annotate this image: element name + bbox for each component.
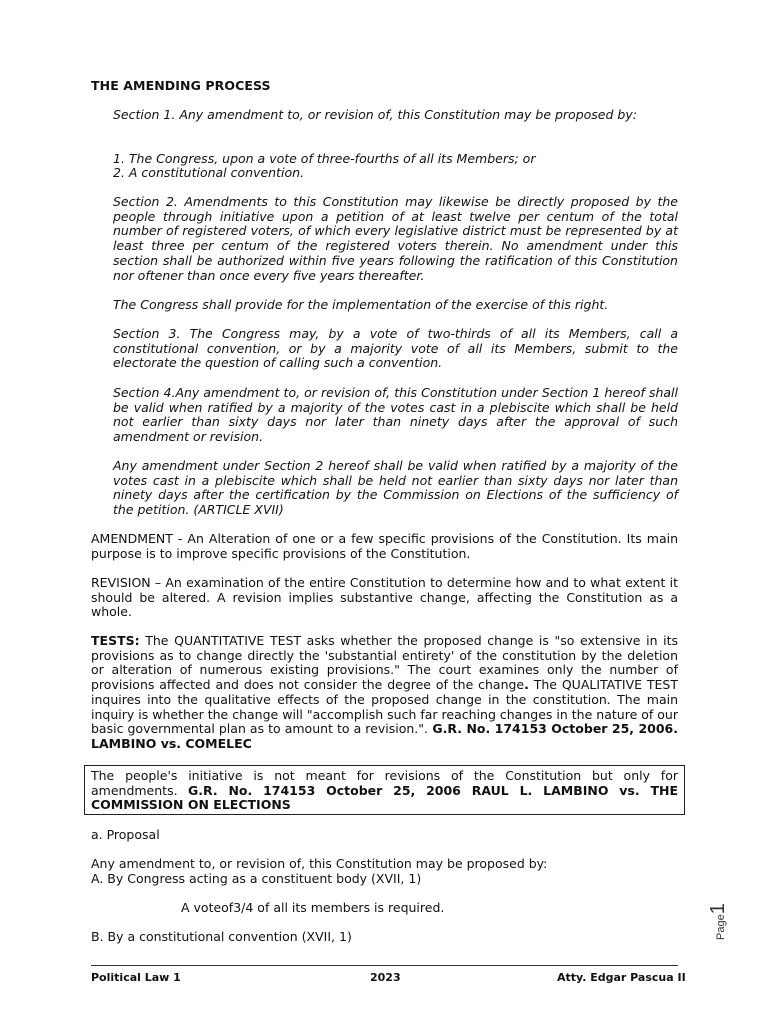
section2-text: Section 2. Amendments to this Constitution may likewise be directly proposed by the people through initiative upon a petition of at least twelve per centum of the total number of registered voters, of which every legislative district must be represented by at least three per centum of the registered voters therein. No amendment under this section shall be authorized within five years following the ratification of this Constitution nor oftener than once every five years thereafter. bbox=[113, 194, 678, 283]
footer-left: Political Law 1 bbox=[91, 971, 181, 984]
amendment-definition: AMENDMENT - An Alteration of one or a few specific provisions of the Constitution. Its main purpose is to improve specific provisions of the Constitution. bbox=[91, 531, 678, 561]
proposal-a: A. By Congress acting as a constituent body (XVII, 1) bbox=[91, 871, 422, 886]
footer-center: 2023 bbox=[370, 971, 401, 984]
initiative-note-box bbox=[84, 765, 685, 815]
proposal-b: B. By a constitutional convention (XVII, 1) bbox=[91, 929, 352, 944]
congress-provide-text: The Congress shall provide for the implementation of the exercise of this right. bbox=[113, 297, 609, 312]
page-number-label bbox=[707, 903, 747, 940]
proposal-intro: Any amendment to, or revision of, this Constitution may be proposed by: bbox=[91, 856, 548, 871]
proposal-a-note: A voteof3/4 of all its members is required. bbox=[181, 900, 445, 915]
page-number: 1 bbox=[707, 903, 729, 915]
box-citation: G.R. No. 174153 October 25, 2006 RAUL L. LAMBINO vs. THE COMMISSION ON ELECTIONS bbox=[91, 782, 678, 813]
footer-divider bbox=[91, 965, 678, 966]
tests-citation: G.R. No. 174153 October 25, 2006. LAMBINO vs. COMELEC bbox=[91, 721, 678, 751]
tests-label: TESTS: bbox=[91, 633, 140, 648]
page-word: Page bbox=[715, 914, 727, 940]
tests-period: . bbox=[524, 677, 529, 693]
box-text: The people's initiative is not meant for revisions of the Constitution but only for amendments. bbox=[91, 768, 678, 798]
section1-intro: Section 1. Any amendment to, or revision of, this Constitution may be proposed by: bbox=[113, 107, 637, 122]
proposal-heading: a. Proposal bbox=[91, 827, 160, 842]
section3-text: Section 3. The Congress may, by a vote of two-thirds of all its Members, call a constitutional convention, or by a majority vote of all its Members, submit to the electorate the question of calling such a convention. bbox=[113, 326, 678, 371]
footer-right: Atty. Edgar Pascua II bbox=[557, 971, 686, 984]
tests-quantitative-text: The QUANTITATIVE TEST asks whether the proposed change is "so extensive in its provisions as to change directly the 'substantial entirety' of the constitution by the deletion or alteration of numerous existing provisions." The court examines only the number of provisions affected and does not consider the degree of the change bbox=[91, 633, 678, 693]
tests-qualitative-text: The QUALITATIVE TEST inquires into the qualitative effects of the proposed change in the constitution. The main inquiry is whether the change will "accomplish such far reaching changes in the nature of our basic governmental plan as to amount to a revision.". bbox=[91, 677, 678, 737]
section4-b-text: Any amendment under Section 2 hereof shall be valid when ratified by a majority of the votes cast in a plebiscite which shall be held not earlier than sixty days nor later than ninety days after the certification by the Commission on Elections of the sufficiency of the petition. (ARTICLE XVII) bbox=[113, 458, 678, 518]
revision-definition: REVISION – An examination of the entire Constitution to determine how and to what extent it should be altered. A revision implies substantive change, affecting the Constitution as a whole. bbox=[91, 575, 678, 620]
section1-item2: 2. A constitutional convention. bbox=[113, 165, 304, 180]
section1-item1: 1. The Congress, upon a vote of three-fourths of all its Members; or bbox=[113, 151, 536, 166]
page-title: THE AMENDING PROCESS bbox=[91, 78, 271, 93]
section4-text: Section 4.Any amendment to, or revision of, this Constitution under Section 1 hereof shall be valid when ratified by a majority of the votes cast in a plebiscite which shall be held not earlier than sixty days nor later than ninety days after the approval of such amendment or revision. bbox=[113, 385, 678, 445]
tests-paragraph bbox=[91, 634, 678, 752]
